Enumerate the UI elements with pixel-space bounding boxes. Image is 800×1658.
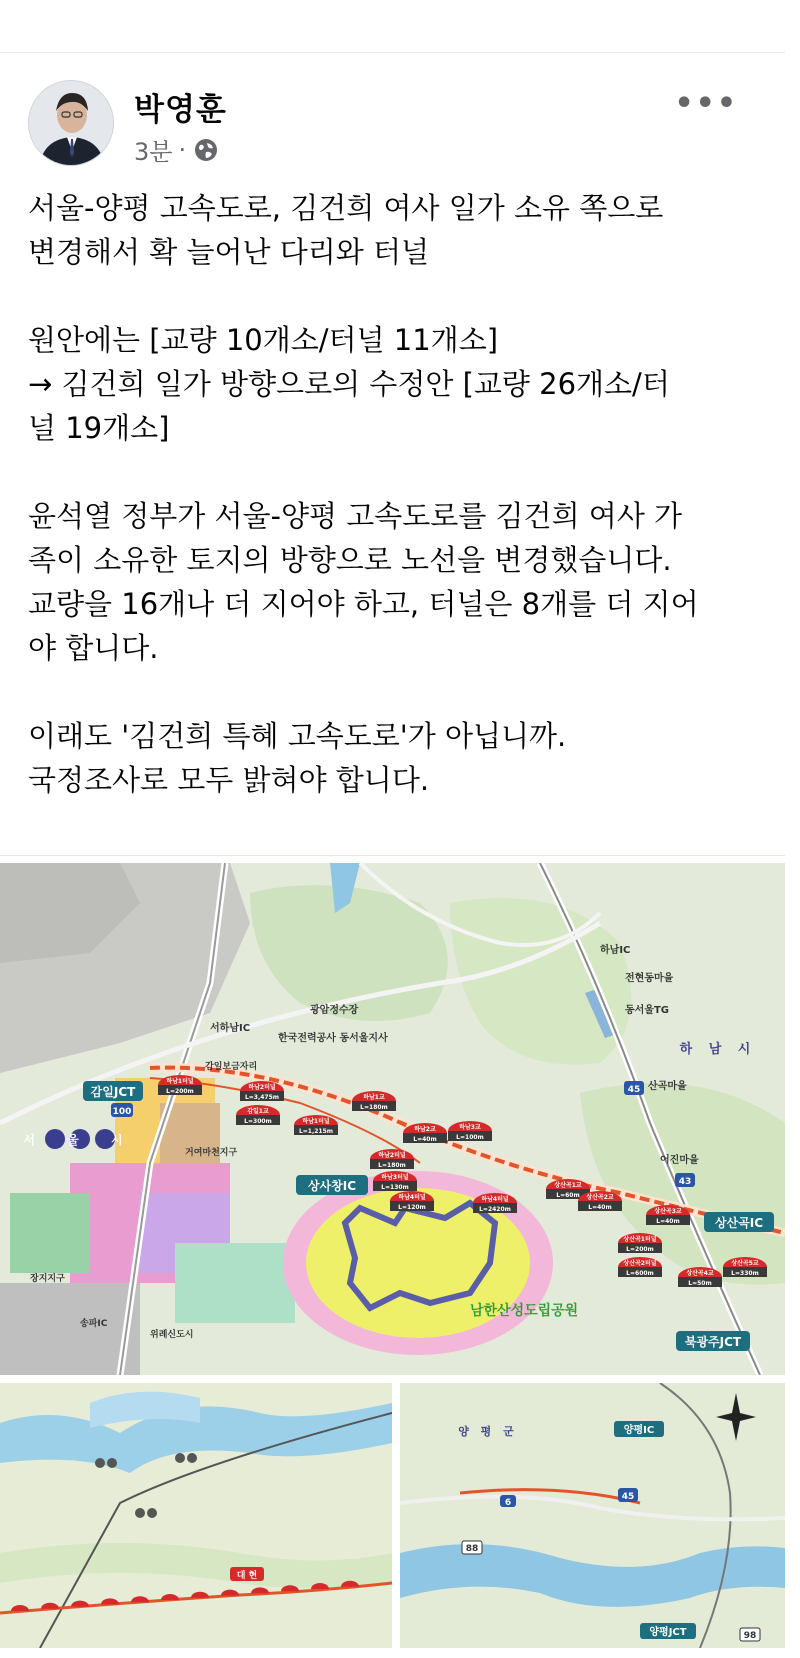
label-namhansanseong: 남한산성도립공원 bbox=[470, 1303, 579, 1319]
route-45-shield bbox=[624, 1081, 644, 1095]
label-gwangam: 광암정수장 bbox=[310, 1005, 359, 1016]
route-6-shield bbox=[500, 1495, 516, 1508]
route-43-shield bbox=[675, 1173, 695, 1187]
label-hanam-si bbox=[679, 1041, 757, 1057]
yangpyeong-ic-tag[interactable] bbox=[614, 1421, 664, 1437]
route-marker-length: L=200m bbox=[166, 1088, 194, 1095]
label-wirye: 위례신도시 bbox=[150, 1330, 194, 1340]
route-marker-name: 하남4터널 bbox=[481, 1196, 509, 1203]
route-marker bbox=[390, 1191, 434, 1211]
route-marker-length: L=100m bbox=[456, 1134, 484, 1141]
label-seohanam-ic: 서하남IC bbox=[210, 1023, 251, 1034]
sangsangok-ic-tag[interactable] bbox=[704, 1212, 774, 1232]
label-songpa-ic: 송파IC bbox=[80, 1319, 108, 1329]
svg-text:45: 45 bbox=[627, 1085, 641, 1095]
route-marker-name: 하남2교 bbox=[414, 1126, 436, 1133]
svg-text:양 평 군: 양 평 군 bbox=[458, 1425, 518, 1438]
label-hanam-ic: 하남IC bbox=[600, 945, 631, 956]
route-marker-length: L=180m bbox=[360, 1104, 388, 1111]
content-divider bbox=[0, 855, 785, 856]
route-map-main[interactable] bbox=[0, 863, 785, 1375]
label-hanguk: 한국전력공사 동서울지사 bbox=[278, 1033, 388, 1044]
svg-text:100: 100 bbox=[112, 1107, 132, 1117]
route-marker-name: 하남4터널 bbox=[398, 1194, 426, 1201]
label-jangji: 장지지구 bbox=[30, 1274, 65, 1284]
svg-text:북광주JCT: 북광주JCT bbox=[684, 1335, 742, 1349]
route-marker-name: 하남2터널 bbox=[248, 1084, 276, 1091]
route-marker-length: L=180m bbox=[378, 1162, 406, 1169]
svg-text:상산곡IC: 상산곡IC bbox=[714, 1216, 764, 1230]
svg-text:양평JCT: 양평JCT bbox=[649, 1627, 687, 1638]
route-marker bbox=[403, 1123, 447, 1143]
gamil-jct-tag[interactable] bbox=[83, 1081, 143, 1101]
route-marker bbox=[578, 1191, 622, 1211]
route-marker-length: L=2420m bbox=[479, 1206, 511, 1213]
meta-separator: · bbox=[178, 135, 187, 164]
route-marker bbox=[370, 1149, 414, 1169]
route-marker bbox=[240, 1081, 284, 1101]
label-jeonhyeon: 전현동마을 bbox=[625, 973, 674, 984]
label-gamil-district: 감일보금자리 bbox=[205, 1062, 258, 1072]
route-marker-name: 하남1터널 bbox=[166, 1078, 194, 1085]
route-marker-length: L=1,215m bbox=[298, 1128, 334, 1135]
route-88-shield bbox=[462, 1541, 482, 1554]
sangsachang-ic-tag[interactable] bbox=[296, 1175, 368, 1195]
svg-text:하 남 시: 하 남 시 bbox=[679, 1042, 757, 1057]
route-marker-name: 상산곡2교 bbox=[586, 1194, 614, 1201]
route-100-shield bbox=[111, 1103, 133, 1117]
route-marker bbox=[448, 1121, 492, 1141]
svg-text:45: 45 bbox=[621, 1492, 635, 1502]
post-header bbox=[28, 80, 768, 170]
route-marker-name: 하남1터널 bbox=[302, 1118, 330, 1125]
route-marker-name: 상산곡2터널 bbox=[623, 1260, 657, 1267]
svg-text:43: 43 bbox=[678, 1177, 692, 1187]
route-marker-name: 상산곡3교 bbox=[654, 1208, 682, 1215]
route-marker bbox=[678, 1267, 722, 1287]
post-paragraph-1: 서울-양평 고속도로, 김건희 여사 일가 소유 쪽으로 변경해서 확 늘어난 다리와 터널 bbox=[28, 191, 664, 269]
feed-divider-top bbox=[0, 52, 785, 53]
route-marker-name: 감일1교 bbox=[247, 1108, 269, 1115]
svg-text:양평IC: 양평IC bbox=[623, 1425, 655, 1436]
route-marker bbox=[473, 1193, 517, 1213]
route-marker-length: L=120m bbox=[398, 1204, 426, 1211]
route-marker-length: L=40m bbox=[413, 1136, 437, 1143]
route-marker bbox=[158, 1075, 202, 1095]
label-dongseoul-tg: 동서울TG bbox=[625, 1005, 670, 1016]
svg-text:대 현: 대 현 bbox=[236, 1571, 258, 1581]
label-sangok: 산곡마을 bbox=[648, 1081, 687, 1092]
route-45-shield-right bbox=[618, 1488, 638, 1502]
route-marker-length: L=3,475m bbox=[244, 1094, 280, 1101]
route-marker-name: 하남3교 bbox=[459, 1124, 481, 1131]
route-marker-name: 상산곡1교 bbox=[554, 1182, 582, 1189]
route-marker bbox=[618, 1233, 662, 1253]
svg-text:88: 88 bbox=[465, 1544, 479, 1554]
route-marker-name: 상산곡5교 bbox=[731, 1260, 759, 1267]
yangpyeong-jct-tag[interactable] bbox=[640, 1623, 696, 1639]
svg-text:6: 6 bbox=[504, 1498, 512, 1508]
route-98-shield bbox=[740, 1628, 760, 1641]
route-marker-name: 하남1교 bbox=[363, 1094, 385, 1101]
route-marker bbox=[723, 1257, 767, 1277]
route-map-left[interactable] bbox=[0, 1383, 392, 1648]
route-marker-length: L=600m bbox=[626, 1270, 654, 1277]
bukgwangju-jct-tag[interactable] bbox=[676, 1331, 750, 1351]
svg-text:상사창IC: 상사창IC bbox=[307, 1179, 357, 1193]
route-map-right[interactable] bbox=[400, 1383, 785, 1648]
author-avatar[interactable] bbox=[28, 80, 114, 166]
route-marker-length: L=60m bbox=[556, 1192, 580, 1199]
globe-icon[interactable] bbox=[192, 136, 220, 164]
route-marker-length: L=200m bbox=[626, 1246, 654, 1253]
author-name[interactable]: 박영훈 bbox=[134, 92, 227, 128]
post-body bbox=[28, 186, 758, 802]
label-eojin: 어진마을 bbox=[660, 1155, 699, 1166]
route-marker bbox=[236, 1105, 280, 1125]
route-marker-length: L=300m bbox=[244, 1118, 272, 1125]
route-marker-length: L=130m bbox=[381, 1184, 409, 1191]
route-marker bbox=[618, 1257, 662, 1277]
label-georyeo: 거여마천지구 bbox=[185, 1148, 238, 1158]
post-paragraph-4: 이래도 '김건희 특혜 고속도로'가 아닙니까. 국정조사로 모두 밝혀야 합니다. bbox=[28, 719, 567, 797]
route-marker-length: L=40m bbox=[588, 1204, 612, 1211]
route-marker bbox=[646, 1205, 690, 1225]
post-meta bbox=[134, 132, 220, 167]
label-daehyeon bbox=[230, 1567, 264, 1581]
route-marker-length: L=50m bbox=[688, 1280, 712, 1287]
post-time[interactable]: 3분 bbox=[134, 138, 173, 166]
route-marker-name: 하남2터널 bbox=[378, 1152, 406, 1159]
svg-text:감일JCT: 감일JCT bbox=[90, 1085, 136, 1099]
route-marker-name: 상산곡1터널 bbox=[623, 1236, 657, 1243]
route-marker-length: L=40m bbox=[656, 1218, 680, 1225]
route-marker-name: 상산곡4교 bbox=[686, 1270, 714, 1277]
svg-text:서 울 시: 서 울 시 bbox=[23, 1133, 137, 1147]
more-options-icon[interactable]: ••• bbox=[674, 86, 738, 121]
route-marker-length: L=330m bbox=[731, 1270, 759, 1277]
route-marker bbox=[373, 1171, 417, 1191]
post-paragraph-2: 원안에는 [교량 10개소/터널 11개소] → 김건희 일가 방향으로의 수정안 [교량 26개소/터 널 19개소] bbox=[28, 323, 670, 445]
route-marker bbox=[352, 1091, 396, 1111]
post-paragraph-3: 윤석열 정부가 서울-양평 고속도로를 김건희 여사 가 족이 소유한 토지의 방향으로 노선을 변경했습니다. 교량을 16개나 더 지어야 하고, 터널은 8개를 더 지어 야 합니다. bbox=[28, 499, 699, 665]
route-marker-name: 하남3터널 bbox=[381, 1174, 409, 1181]
route-marker bbox=[294, 1115, 338, 1135]
svg-text:98: 98 bbox=[743, 1631, 757, 1641]
label-yangpyeong-gun bbox=[458, 1424, 518, 1438]
